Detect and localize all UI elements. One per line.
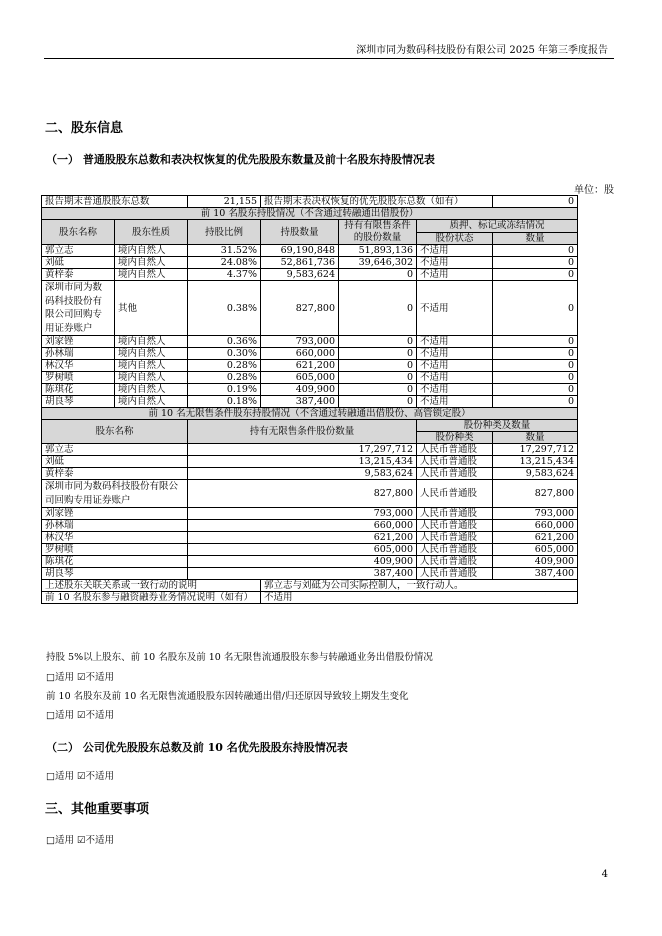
u-share-type: 人民币普通股 [417,444,493,456]
shareholder-status: 不适用 [417,269,493,281]
u-shareholder-qty: 660,000 [188,520,417,532]
shareholder-name: 刘砥 [42,257,115,269]
shareholder-count: 0 [493,360,578,372]
table-row [42,257,578,269]
shareholder-restricted: 0 [339,269,417,281]
u-share-type: 人民币普通股 [417,532,493,544]
u-share-count: 827,800 [493,480,578,508]
shareholder-nature: 境内自然人 [115,269,188,281]
shareholder-restricted: 0 [339,384,417,396]
u-shareholder-qty: 793,000 [188,508,417,520]
u-shareholder-name: 胡良琴 [42,568,188,580]
total-shareholders-value: 21,155 [188,196,261,208]
shareholder-count: 0 [493,281,578,336]
shareholder-qty: 409,900 [261,384,339,396]
u-shareholder-qty: 387,400 [188,568,417,580]
shareholder-restricted: 51,893,136 [339,245,417,257]
shareholder-status: 不适用 [417,257,493,269]
table-row [42,348,578,360]
table-row [42,269,578,281]
shareholder-qty: 52,861,736 [261,257,339,269]
relation-label: 上述股东关联关系或一致行动的说明 [42,580,261,592]
shareholder-count: 0 [493,372,578,384]
u-col-header-kind: 股份种类及数量 [417,420,578,432]
col-header-status: 股份状态 [417,232,493,245]
shareholder-nature: 境内自然人 [115,348,188,360]
subsection-title-common-shareholders: （一） 普通股股东总数和表决权恢复的优先股股东数量及前十名股东持股情况表 [46,153,435,166]
u-shareholder-name: 黄梓泰 [42,468,188,480]
table-row [42,556,578,568]
u-col-header-qty: 持有无限售条件股份数量 [188,420,417,444]
subsection-title-preferred: （二） 公司优先股股东总数及前 10 名优先股股东持股情况表 [46,741,348,754]
u-share-count: 17,297,712 [493,444,578,456]
u-shareholder-qty: 605,000 [188,544,417,556]
shareholder-restricted: 0 [339,372,417,384]
u-share-type: 人民币普通股 [417,544,493,556]
margin-label: 前 10 名股东参与融资融券业务情况说明（如有） [42,592,261,604]
table-row [42,456,578,468]
shareholder-count: 0 [493,336,578,348]
shareholder-nature: 境内自然人 [115,257,188,269]
applicability-check: □适用 ☑不适用 [46,672,115,683]
shareholder-ratio: 0.28% [188,372,261,384]
section-title-other-matters: 三、其他重要事项 [45,802,150,817]
u-share-count: 13,215,434 [493,456,578,468]
col-header-count: 数量 [493,232,578,245]
shareholder-ratio: 24.08% [188,257,261,269]
table-row [42,245,578,257]
shareholder-qty: 660,000 [261,348,339,360]
shareholder-ratio: 0.19% [188,384,261,396]
table-row [42,396,578,408]
u-share-type: 人民币普通股 [417,456,493,468]
shareholder-status: 不适用 [417,384,493,396]
shareholder-ratio: 4.37% [188,269,261,281]
u-col-header-name: 股东名称 [42,420,188,444]
shareholder-qty: 605,000 [261,372,339,384]
applicability-check: □适用 ☑不适用 [46,771,115,782]
shareholder-nature: 境内自然人 [115,396,188,408]
table-row [42,360,578,372]
u-share-count: 387,400 [493,568,578,580]
shareholder-restricted: 0 [339,360,417,372]
u-share-type: 人民币普通股 [417,508,493,520]
u-col-header-count: 数量 [493,432,578,444]
shareholder-restricted: 0 [339,281,417,336]
shareholder-ratio: 0.28% [188,360,261,372]
pref-shareholders-value: 0 [493,196,578,208]
col-header-restricted: 持有有限售条件的股份数量 [339,220,417,245]
u-shareholder-name: 郭立志 [42,444,188,456]
shareholder-nature: 境内自然人 [115,245,188,257]
note-lending: 持股 5%以上股东、前 10 名股东及前 10 名无限售流通股股东参与转融通业务出借股份情况 [46,652,433,663]
shareholder-status: 不适用 [417,396,493,408]
table-row [42,568,578,580]
unrestricted-title: 前 10 名无限售条件股东持股情况（不含通过转融通出借股份、高管锁定股） [42,408,578,420]
table-row [42,336,578,348]
shareholder-restricted: 0 [339,396,417,408]
u-shareholder-name: 刘家锉 [42,508,188,520]
shareholder-ratio: 0.36% [188,336,261,348]
applicability-check: □适用 ☑不适用 [46,835,115,846]
col-header-pledge: 质押、标记或冻结情况 [417,220,578,233]
shareholder-nature: 境内自然人 [115,336,188,348]
shareholder-nature: 其他 [115,281,188,336]
page-number: 4 [601,869,608,880]
margin-value: 不适用 [261,592,578,604]
shareholder-count: 0 [493,269,578,281]
table-row [42,372,578,384]
u-shareholder-name: 深圳市同为数码科技股份有限公司回购专用证券账户 [42,480,188,508]
u-shareholder-qty: 9,583,624 [188,468,417,480]
u-shareholder-name: 林汉华 [42,532,188,544]
shareholder-ratio: 0.18% [188,396,261,408]
relation-value: 郭立志与刘砥为公司实际控制人，一致行动人。 [261,580,578,592]
shareholder-status: 不适用 [417,372,493,384]
note-lending-change: 前 10 名股东及前 10 名无限售流通股股东因转融通出借/归还原因导致较上期发生变化 [46,691,409,702]
relation-row [42,580,578,592]
u-shareholder-qty: 621,200 [188,532,417,544]
u-share-type: 人民币普通股 [417,556,493,568]
shareholder-qty: 793,000 [261,336,339,348]
shareholder-status: 不适用 [417,245,493,257]
u-share-count: 409,900 [493,556,578,568]
section-title-shareholders: 二、股东信息 [45,121,124,136]
table-row [42,520,578,532]
u-share-count: 9,583,624 [493,468,578,480]
shareholder-name: 深圳市同为数码科技股份有限公司回购专用证券账户 [42,281,115,336]
table-row [42,544,578,556]
table-row [42,508,578,520]
shareholder-status: 不适用 [417,281,493,336]
shareholder-status: 不适用 [417,348,493,360]
col-header-ratio: 持股比例 [188,220,261,245]
table-row [42,468,578,480]
u-share-type: 人民币普通股 [417,568,493,580]
table-row [42,444,578,456]
shareholder-qty: 9,583,624 [261,269,339,281]
shareholder-name: 刘家锉 [42,336,115,348]
shareholder-count: 0 [493,396,578,408]
total-shareholders-label: 报告期末普通股股东总数 [42,196,188,208]
shareholder-qty: 621,200 [261,360,339,372]
col-header-qty: 持股数量 [261,220,339,245]
shareholder-name: 郭立志 [42,245,115,257]
u-share-type: 人民币普通股 [417,480,493,508]
shareholder-name: 陈琪花 [42,384,115,396]
shareholder-nature: 境内自然人 [115,372,188,384]
table-row [42,384,578,396]
margin-row [42,592,578,604]
u-col-header-type: 股份种类 [417,432,493,444]
pref-shareholders-label: 报告期末表决权恢复的优先股股东总数（如有） [261,196,493,208]
table-row [42,480,578,508]
col-header-name: 股东名称 [42,220,115,245]
table-row [42,281,578,336]
u-shareholder-name: 孙林瑞 [42,520,188,532]
shareholder-status: 不适用 [417,336,493,348]
col-header-nature: 股东性质 [115,220,188,245]
shareholder-name: 林汉华 [42,360,115,372]
u-share-count: 793,000 [493,508,578,520]
u-shareholder-qty: 409,900 [188,556,417,568]
shareholder-nature: 境内自然人 [115,384,188,396]
applicability-check: □适用 ☑不适用 [46,710,115,721]
shareholder-restricted: 39,646,302 [339,257,417,269]
u-shareholder-qty: 17,297,712 [188,444,417,456]
u-shareholder-name: 罗树喷 [42,544,188,556]
shareholder-name: 胡良琴 [42,396,115,408]
page-header [44,40,614,59]
shareholder-ratio: 0.30% [188,348,261,360]
shareholder-ratio: 0.38% [188,281,261,336]
u-shareholder-qty: 13,215,434 [188,456,417,468]
shareholder-name: 孙林瑞 [42,348,115,360]
shareholder-restricted: 0 [339,336,417,348]
shareholder-name: 黄梓泰 [42,269,115,281]
u-shareholder-qty: 827,800 [188,480,417,508]
shareholder-nature: 境内自然人 [115,360,188,372]
u-share-type: 人民币普通股 [417,520,493,532]
shareholder-count: 0 [493,257,578,269]
shareholder-count: 0 [493,348,578,360]
u-share-count: 621,200 [493,532,578,544]
header-title: 深圳市同为数码科技股份有限公司 2025 年第三季度报告 [356,45,608,56]
shareholder-count: 0 [493,245,578,257]
u-shareholder-name: 刘砥 [42,456,188,468]
top10-title: 前 10 名股东持股情况（不含通过转融通出借股份） [42,208,578,220]
shareholder-count: 0 [493,384,578,396]
shareholder-name: 罗树喷 [42,372,115,384]
shareholder-restricted: 0 [339,348,417,360]
u-share-type: 人民币普通股 [417,468,493,480]
u-share-count: 605,000 [493,544,578,556]
shareholder-status: 不适用 [417,360,493,372]
shareholder-table [41,195,578,604]
table-row [42,532,578,544]
unit-label: 单位：股 [574,185,614,196]
u-share-count: 660,000 [493,520,578,532]
shareholder-qty: 387,400 [261,396,339,408]
shareholder-qty: 827,800 [261,281,339,336]
shareholder-qty: 69,190,848 [261,245,339,257]
shareholder-ratio: 31.52% [188,245,261,257]
u-shareholder-name: 陈琪花 [42,556,188,568]
total-shareholders-row [42,196,578,208]
